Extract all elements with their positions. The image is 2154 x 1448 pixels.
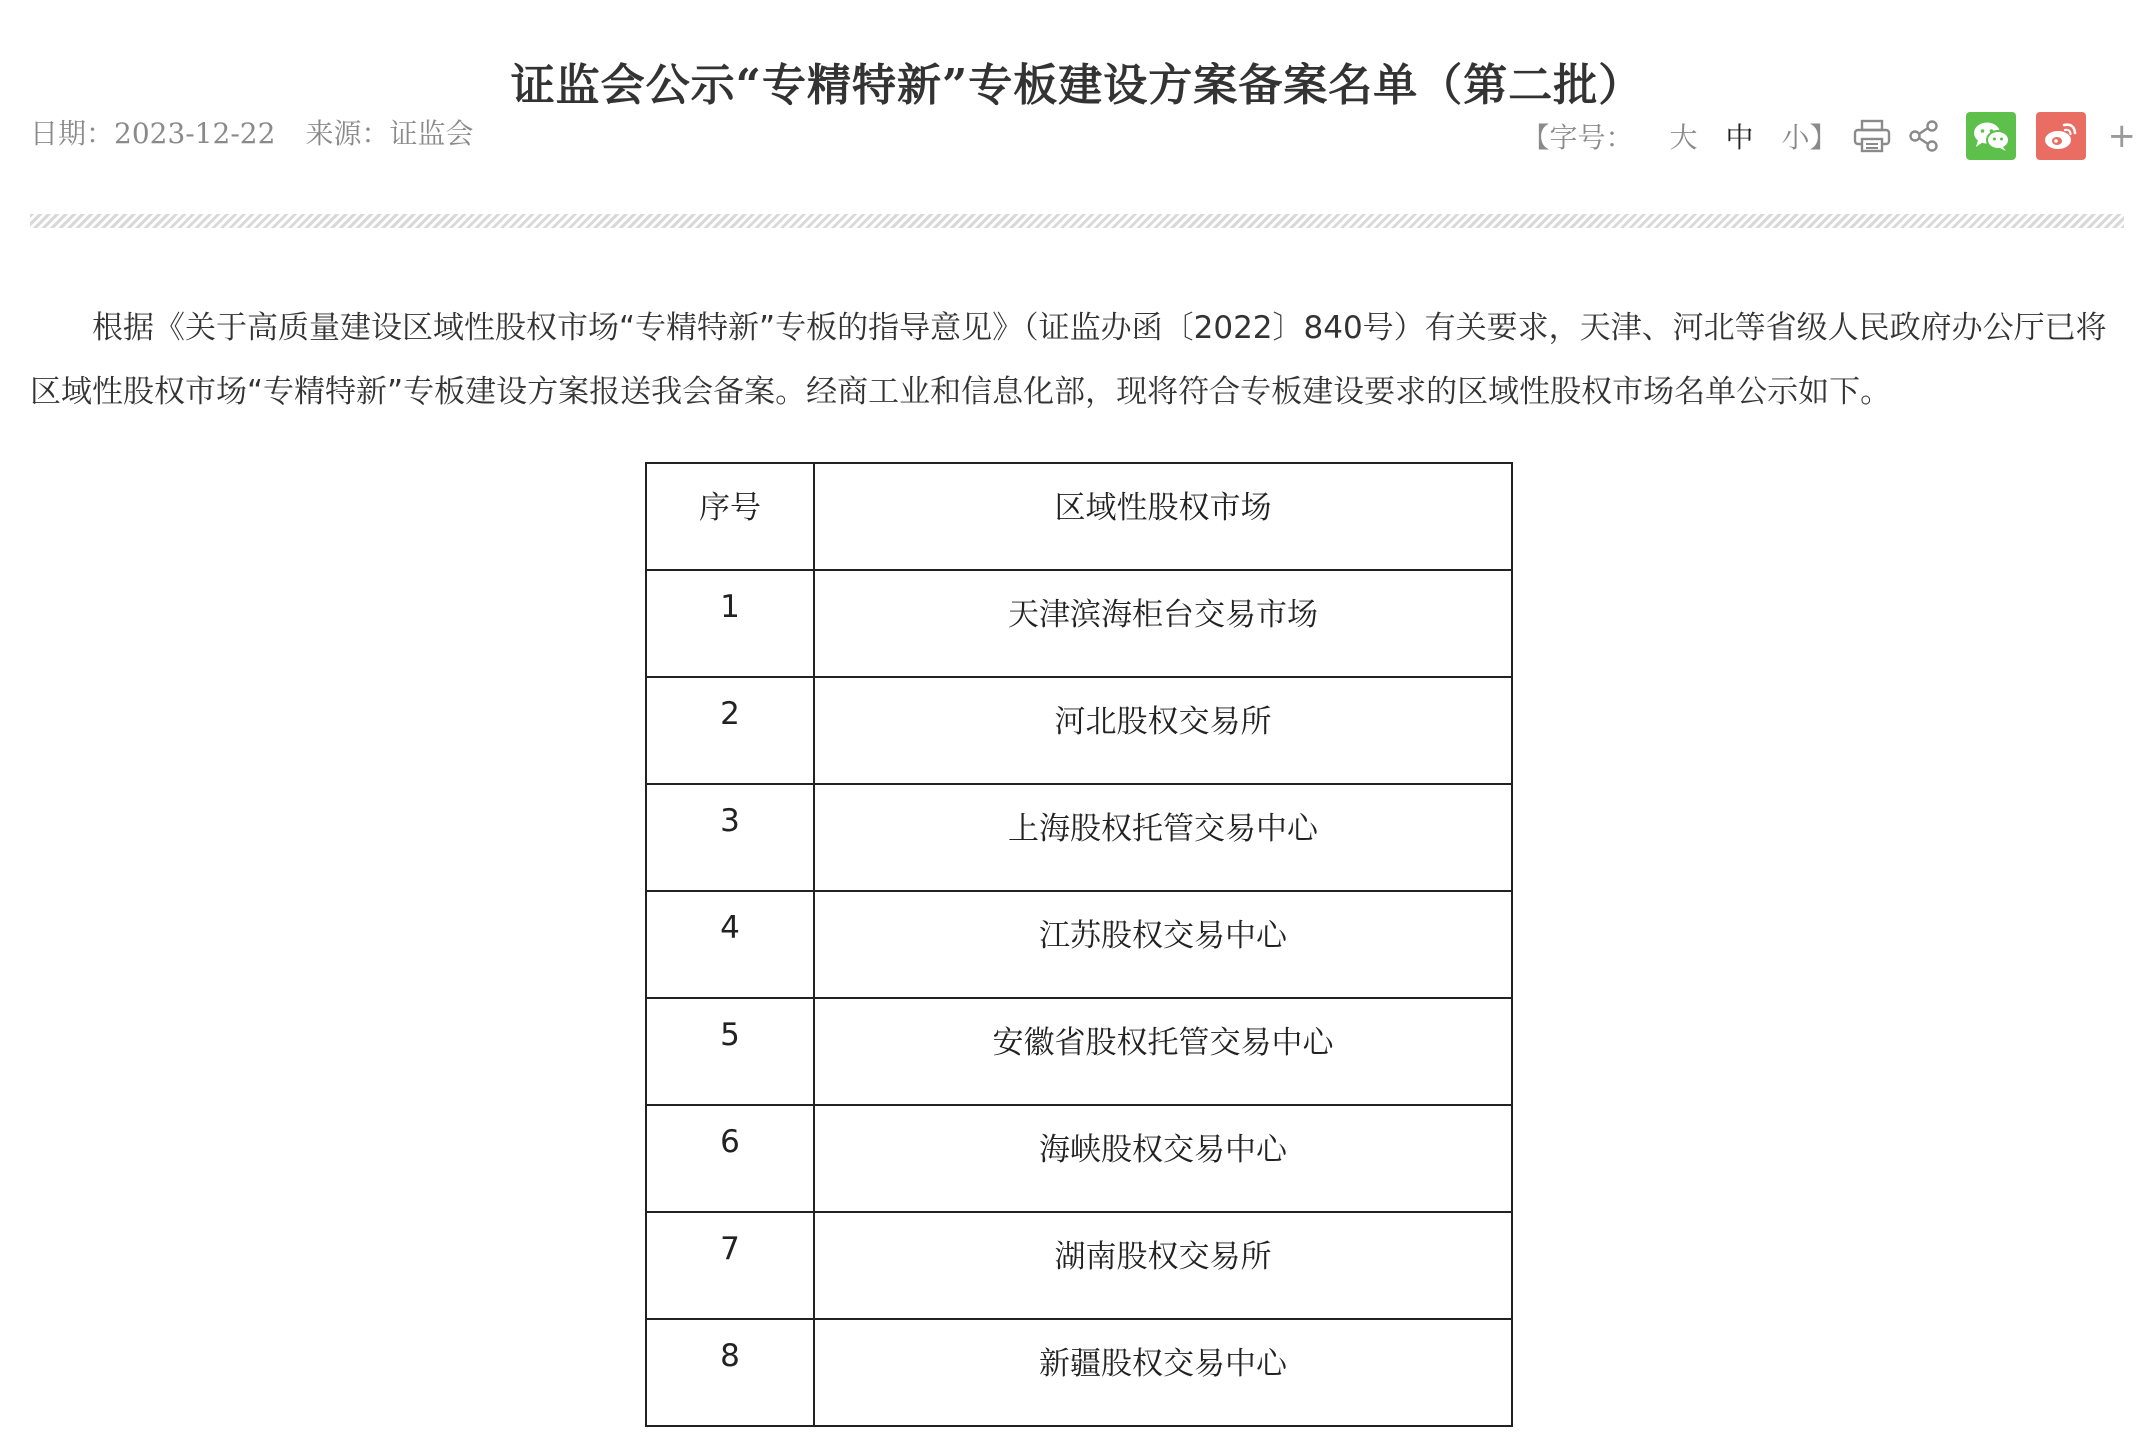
publish-date: 日期：2023-12-22 [30, 117, 276, 150]
article-source: 来源：证监会 [305, 117, 474, 150]
table-row [646, 891, 1512, 998]
wechat-icon[interactable] [1966, 112, 2016, 160]
table-row [646, 1212, 1512, 1319]
title-divider [30, 214, 2124, 228]
row-index: 2 [646, 677, 814, 784]
font-size-medium-button[interactable]: 中 [1725, 121, 1754, 154]
table-row [646, 1319, 1512, 1426]
table-row [646, 1105, 1512, 1212]
row-index: 5 [646, 998, 814, 1105]
font-size-label: 【字号： [1521, 121, 1634, 154]
font-size-large-button[interactable]: 大 [1669, 121, 1698, 154]
row-market: 天津滨海柜台交易市场 [814, 570, 1512, 677]
row-index: 1 [646, 570, 814, 677]
row-index: 3 [646, 784, 814, 891]
header-market: 区域性股权市场 [814, 463, 1512, 570]
row-index: 6 [646, 1105, 814, 1212]
table-row [646, 677, 1512, 784]
row-market: 江苏股权交易中心 [814, 891, 1512, 998]
row-index: 4 [646, 891, 814, 998]
article-toolbar [1521, 110, 2136, 162]
plus-icon[interactable]: + [2107, 116, 2136, 156]
font-size-small-button[interactable]: 小】 [1781, 121, 1838, 154]
share-icon[interactable] [1902, 114, 1946, 158]
article-paragraph: 根据《关于高质量建设区域性股权市场“专精特新”专板的指导意见》（证监办函〔2022〕840号）有关要求，天津、河北等省级人民政府办公厅已将区域性股权市场“专精特新”专板建设方案报送我会备案。经商工业和信息化部，现将符合专板建设要求的区域性股权市场名单公示如下。 [30, 310, 2107, 410]
row-index: 8 [646, 1319, 814, 1426]
table-row [646, 784, 1512, 891]
table-header-row [646, 463, 1512, 570]
row-market: 海峡股权交易中心 [814, 1105, 1512, 1212]
table-row [646, 570, 1512, 677]
row-index: 7 [646, 1212, 814, 1319]
article-title: 证监会公示“专精特新”专板建设方案备案名单（第二批） [510, 60, 1644, 111]
header-index: 序号 [646, 463, 814, 570]
weibo-icon[interactable] [2036, 112, 2086, 160]
row-market: 湖南股权交易所 [814, 1212, 1512, 1319]
table-row [646, 998, 1512, 1105]
row-market: 上海股权托管交易中心 [814, 784, 1512, 891]
market-table [645, 462, 1513, 1427]
printer-icon[interactable] [1850, 114, 1894, 158]
row-market: 安徽省股权托管交易中心 [814, 998, 1512, 1105]
row-market: 河北股权交易所 [814, 677, 1512, 784]
article-meta [30, 114, 473, 154]
row-market: 新疆股权交易中心 [814, 1319, 1512, 1426]
